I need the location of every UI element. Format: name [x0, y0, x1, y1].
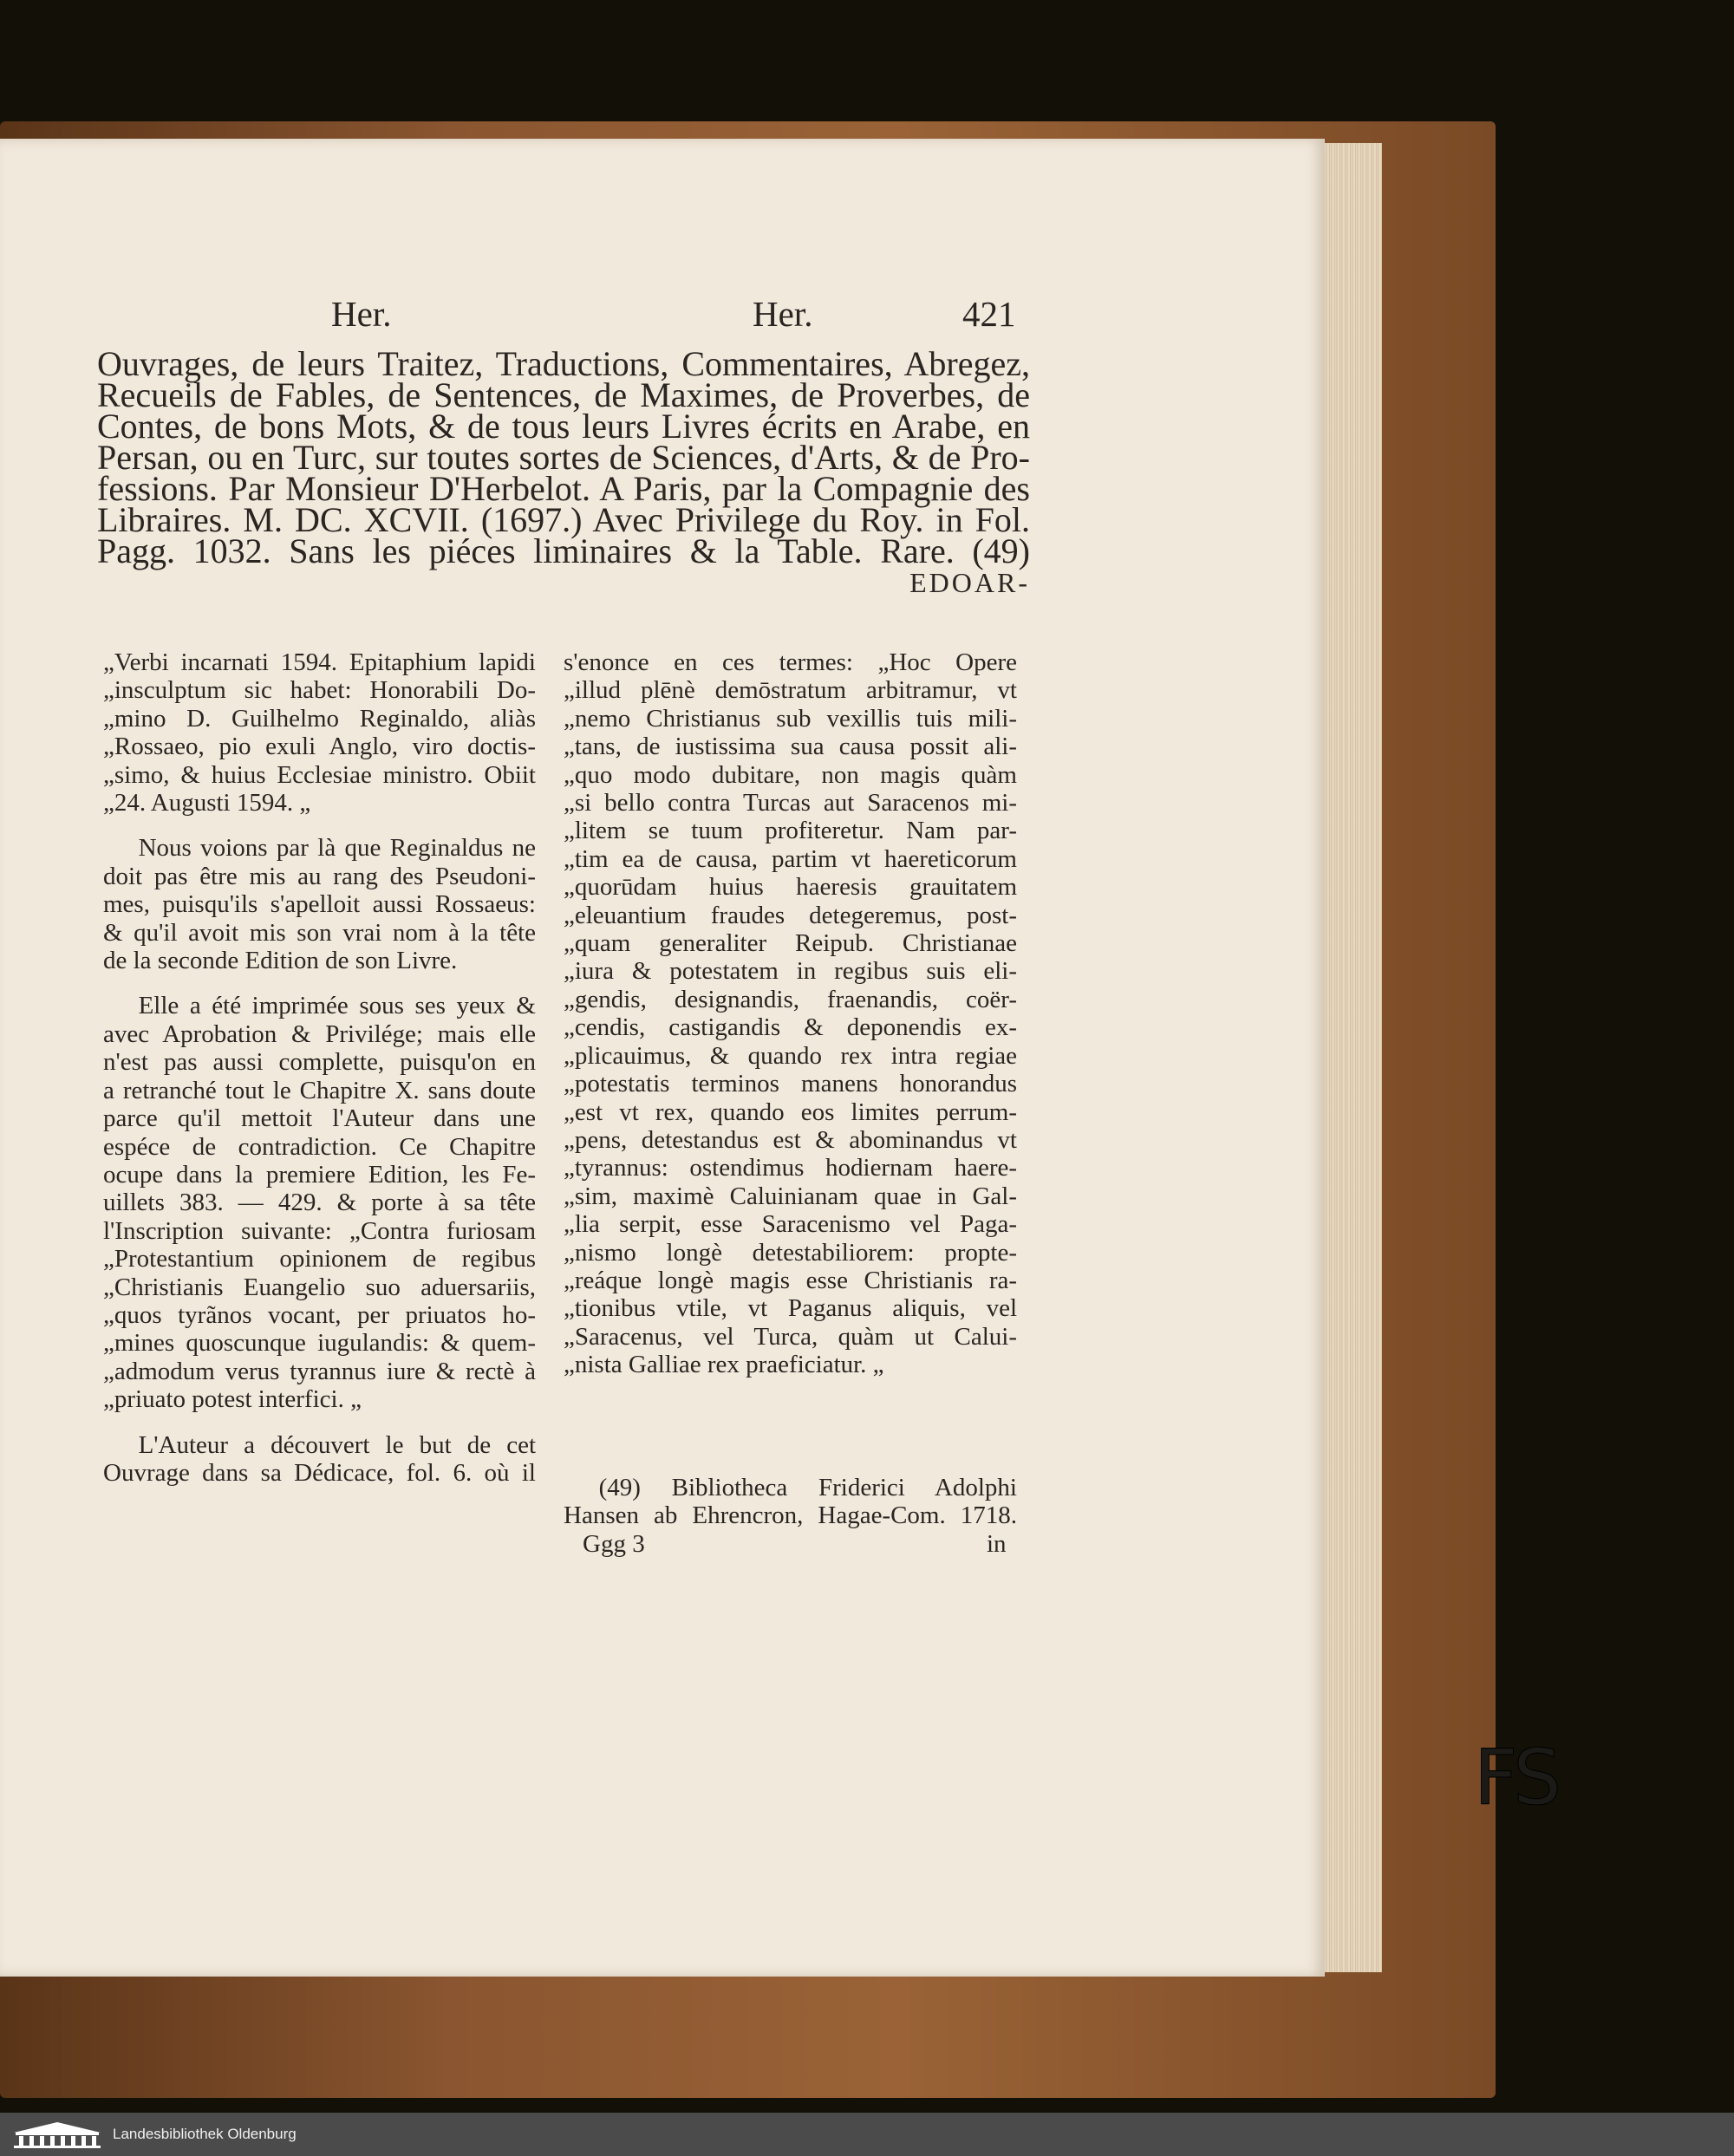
signature-mark: Ggg 3 [583, 1530, 645, 1558]
text-line: n'est pas aussi complette, puisqu'on en [103, 1048, 536, 1077]
text-line: „Christianis Euangelio suo aduersariis, [103, 1273, 536, 1301]
text-line: „quo modo dubitare, non magis quàm [564, 760, 1017, 789]
text-line: Contes, de bons Mots, & de tous leurs Livres écrits en Arabe, en [97, 407, 1030, 446]
text-line: „litem se tuum profiteretur. Nam par- [564, 817, 1017, 845]
text-line: „cendis, castigandis & deponendis ex- [564, 1013, 1017, 1042]
text-line: „quam generaliter Reipub. Christianae [564, 929, 1017, 958]
footer-bar [0, 2113, 1734, 2156]
text-line: „potestatis terminos manens honorandus [564, 1070, 1017, 1098]
text-line: Persan, ou en Turc, sur toutes sortes de Sciences, d'Arts, & de Pro- [97, 438, 1030, 477]
running-head-left: Her. [331, 294, 392, 334]
text-line: „sim, maximè Caluinianam quae in Gal- [564, 1182, 1017, 1210]
text-line: „Saracenus, vel Turca, quàm ut Calui- [564, 1322, 1017, 1351]
text-line: mes, puisqu'ils s'apelloit aussi Rossaeus: [103, 890, 536, 919]
text-line: „Protestantium opinionem de regibus [103, 1245, 536, 1273]
text-line: „nista Galliae rex praeficiatur. „ [564, 1351, 884, 1379]
paragraph [103, 1431, 536, 1488]
institution-label: Landesbibliothek Oldenburg [113, 2126, 297, 2142]
text-line: Pagg. 1032. Sans les piéces liminaires & la Table. Rare. (49) [97, 531, 1030, 570]
title-continuation [97, 344, 1030, 598]
text-line: s'enonce en ces termes: „Hoc Opere [564, 648, 1017, 676]
text-line: „insculptum sic habet: Honorabili Do- [103, 676, 536, 705]
text-line: „quorūdam huius haeresis grauitatem [564, 873, 1017, 902]
text-line: ocupe dans la premiere Edition, les Fe- [103, 1160, 536, 1189]
footnote-line: Hansen ab Ehrencron, Hagae-Com. 1718. [564, 1501, 1017, 1530]
right-column [564, 648, 1017, 1379]
text-line: „priuato potest interfici. „ [103, 1385, 362, 1414]
text-line: Elle a été imprimée sous ses yeux & [138, 992, 536, 1020]
paragraph-quote [103, 648, 536, 817]
text-line: a retranché tout le Chapitre X. sans doute [103, 1076, 536, 1104]
text-line: „nemo Christianus sub vexillis tuis mili- [564, 704, 1017, 733]
text-line: „mino D. Guilhelmo Reginaldo, aliàs [103, 704, 536, 733]
text-line: Libraires. M. DC. XCVII. (1697.) Avec Privilege du Roy. in Fol. [97, 500, 1030, 539]
text-line: espéce de contradiction. Ce Chapitre [103, 1132, 536, 1161]
text-line: „tans, de iustissima sua causa possit ali- [564, 733, 1017, 761]
text-line: uillets 383. — 429. & porte à sa tête [103, 1189, 536, 1217]
text-line: „tyrannus: ostendimus hodiernam haere- [564, 1154, 1017, 1182]
text-line: „mines quoscunque iugulandis: & quem- [103, 1329, 536, 1358]
footnote-line: (49) Bibliotheca Friderici Adolphi [598, 1474, 1017, 1501]
text-line: „reáque longè magis esse Christianis ra- [564, 1266, 1017, 1294]
paragraph [103, 834, 536, 974]
text-line: de la seconde Edition de son Livre. [103, 947, 458, 975]
text-line: „simo, & huius Ecclesiae ministro. Obiit [103, 760, 536, 789]
text-line: „24. Augusti 1594. „ [103, 789, 311, 817]
text-line: „Rossaeo, pio exuli Anglo, viro doctis- [103, 733, 536, 761]
text-line: l'Inscription suivante: „Contra furiosam [103, 1216, 536, 1245]
text-line: „nismo longè detestabiliorem: propte- [564, 1238, 1017, 1267]
text-line: parce qu'il mettoit l'Auteur dans une [103, 1104, 536, 1133]
text-line: „plicauimus, & quando rex intra regiae [564, 1041, 1017, 1070]
text-line: „illud plēnè demōstratum arbitramur, vt [564, 676, 1017, 705]
text-line: doit pas être mis au rang des Pseudoni- [103, 862, 536, 890]
text-line: „iura & potestatem in regibus suis eli- [564, 957, 1017, 986]
text-line: „tim ea de causa, partim vt haereticorum [564, 844, 1017, 873]
left-column [103, 648, 536, 1487]
text-line: „si bello contra Turcas aut Saracenos mi- [564, 789, 1017, 817]
text-line: Ouvrage dans sa Dédicace, fol. 6. où il [103, 1458, 536, 1487]
text-line: „est vt rex, quando eos limites perrum- [564, 1098, 1017, 1126]
library-building-icon [12, 2120, 102, 2148]
text-line: „tionibus vtile, vt Paganus aliquis, vel [564, 1294, 1017, 1323]
text-line: Nous voions par là que Reginaldus ne [138, 834, 536, 863]
text-line: Ouvrages, de leurs Traitez, Traductions, Commentaires, Abregez, [97, 344, 1030, 383]
text-line: „gendis, designandis, fraenandis, coër- [564, 985, 1017, 1013]
page-number: 421 [962, 294, 1016, 334]
footnote [564, 1474, 1017, 1530]
text-line: „quos tyrãnos vocant, per priuatos ho- [103, 1300, 536, 1329]
catchword-top: EDOAR- [909, 567, 1030, 598]
text-line: fessions. Par Monsieur D'Herbelot. A Paris, par la Compagnie des [97, 469, 1030, 508]
text-line: „admodum verus tyrannus iure & rectè à [103, 1357, 536, 1385]
page-edges [1320, 143, 1382, 1972]
running-head-right: Her. [753, 294, 813, 334]
text-line: avec Aprobation & Privilége; mais elle [103, 1019, 536, 1048]
text-line: L'Auteur a découvert le but de cet [138, 1430, 536, 1459]
paragraph [103, 992, 536, 1413]
text-line: „eleuantium fraudes detegeremus, post- [564, 901, 1017, 929]
text-line: „lia serpit, esse Saracenismo vel Paga- [564, 1210, 1017, 1239]
text-line: Recueils de Fables, de Sentences, de Maximes, de Proverbes, de [97, 375, 1030, 414]
scanner-mark: FS [1474, 1733, 1558, 1822]
catchword-bottom: in [987, 1530, 1007, 1558]
text-line: „Verbi incarnati 1594. Epitaphium lapidi [103, 648, 536, 676]
text-line: „pens, detestandus est & abominandus vt [564, 1125, 1017, 1154]
text-line: & qu'il avoit mis son vrai nom à la tête [103, 918, 536, 947]
